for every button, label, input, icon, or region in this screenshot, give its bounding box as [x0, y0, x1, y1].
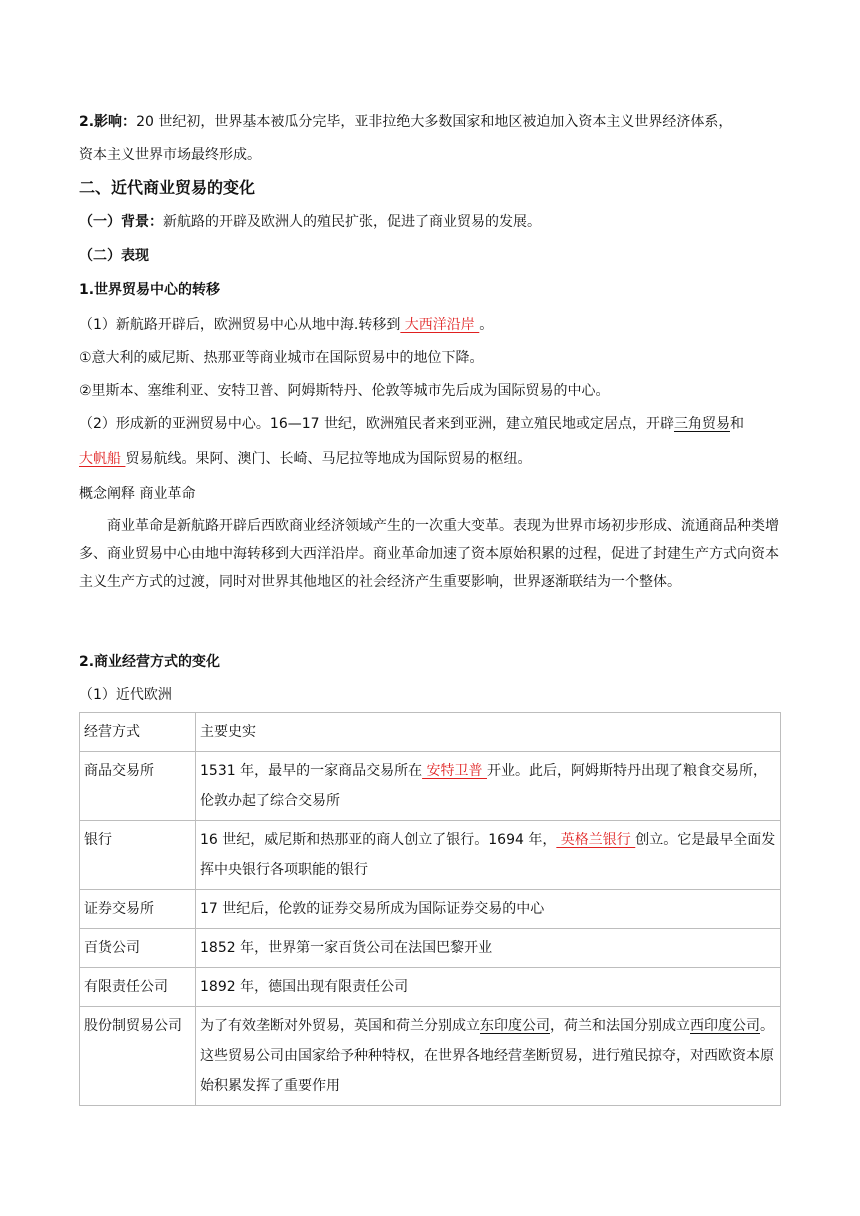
table-cell-fact: 1892 年，德国出现有限责任公司 [196, 968, 781, 1007]
table-header-row [80, 713, 781, 752]
concept-body: 商业革命是新航路开辟后西欧商业经济领域产生的一次重大变革。表现为世界市场初步形成、流通商品种类增多、商业贸易中心由地中海转移到大西洋沿岸。商业革命加速了资本原始积累的过程，促进了封建生产方式向资本主义生产方式的过渡，同时对世界其他地区的社会经济产生重要影响，世界逐渐联结为一个整体。 [79, 518, 779, 590]
asia-center-line-2 [79, 449, 531, 469]
answer-antwerp: 安特卫普 [422, 763, 487, 779]
fact-text: 开业。此后，阿姆斯特丹出现了粮食交易所，伦敦办起了综合交易所 [200, 763, 767, 809]
impact-line-1 [79, 112, 732, 132]
background-text: 新航路的开辟及欧洲人的殖民扩张，促进了商业贸易的发展。 [163, 214, 541, 230]
table-cell-type: 股份制贸易公司 [80, 1007, 196, 1106]
table-cell-fact [196, 752, 781, 821]
impact-text-1: 20 世纪初，世界基本被瓜分完毕，亚非拉绝大多数国家和地区被迫加入资本主义世界经济体系， [136, 114, 733, 130]
table-cell-fact [196, 821, 781, 890]
asia-center-line-1 [79, 414, 744, 434]
business-methods-table [79, 712, 781, 1106]
expression-title: （二）表现 [79, 248, 149, 264]
triangle-trade-link: 三角贸易 [673, 416, 730, 432]
trade-center-end: 。 [479, 317, 494, 333]
table-row [80, 821, 781, 890]
point-1: ①意大利的威尼斯、热那亚等商业城市在国际贸易中的地位下降。 [79, 350, 484, 366]
table-header: 经营方式 [80, 713, 196, 752]
concept-heading: 概念阐释 商业革命 [79, 486, 196, 502]
table-cell-type: 证券交易所 [80, 890, 196, 929]
table-row [80, 1007, 781, 1106]
table-cell-fact: 17 世纪后，伦敦的证券交易所成为国际证券交易的中心 [196, 890, 781, 929]
table-header: 主要史实 [196, 713, 781, 752]
fact-text: 16 世纪，威尼斯和热那亚的商人创立了银行。1694 年， [200, 832, 557, 848]
asia-center-text: （2）形成新的亚洲贸易中心。16—17 世纪，欧洲殖民者来到亚洲，建立殖民地或定居点，开辟 [79, 416, 674, 432]
trade-center-text: （1）新航路开辟后，欧洲贸易中心从地中海.转移到 [79, 317, 401, 333]
table-cell-fact [196, 1007, 781, 1106]
background-line [79, 212, 541, 232]
table-cell-type: 银行 [80, 821, 196, 890]
subsection-title-1: 1.世界贸易中心的转移 [79, 282, 221, 298]
table-cell-fact: 1852 年，世界第一家百货公司在法国巴黎开业 [196, 929, 781, 968]
point-2: ②里斯本、塞维利亚、安特卫普、阿姆斯特丹、伦敦等城市先后成为国际贸易的中心。 [79, 383, 610, 399]
table-row [80, 929, 781, 968]
table-cell-type: 有限责任公司 [80, 968, 196, 1007]
table-row [80, 890, 781, 929]
fact-text: 创立。它是最早全面发挥中央银行各项职能的银行 [200, 832, 776, 878]
section-title: 二、近代商业贸易的变化 [79, 178, 256, 197]
west-india-company-link: 西印度公司 [690, 1018, 760, 1034]
impact-label: 2.影响： [79, 114, 137, 130]
asia-center-and: 和 [729, 416, 744, 432]
table-row [80, 968, 781, 1007]
table-cell-type: 百货公司 [80, 929, 196, 968]
east-india-company-link: 东印度公司 [480, 1018, 550, 1034]
fact-text: ，荷兰和法国分别成立 [550, 1018, 690, 1034]
fact-text: 1531 年，最早的一家商品交易所在 [200, 763, 423, 779]
fact-text: 为了有效垄断对外贸易，英国和荷兰分别成立 [200, 1018, 480, 1034]
fact-text: 。这些贸易公司由国家给予种种特权，在世界各地经营垄断贸易，进行殖民掠夺，对西欧资本原始积累发挥了重要作用 [200, 1018, 774, 1094]
subsection-title-2: 2.商业经营方式的变化 [79, 654, 221, 670]
europe-label: （1）近代欧洲 [79, 687, 172, 703]
impact-text-2: 资本主义世界市场最终形成。 [79, 147, 261, 163]
answer-atlantic-coast: 大西洋沿岸 [400, 317, 480, 333]
background-label: （一）背景： [79, 214, 163, 230]
answer-bank-of-england: 英格兰银行 [556, 832, 636, 848]
trade-center-shift [79, 315, 493, 335]
asia-center-end: 贸易航线。果阿、澳门、长崎、马尼拉等地成为国际贸易的枢纽。 [125, 451, 532, 467]
impact-line-2 [79, 145, 261, 165]
table-cell-type: 商品交易所 [80, 752, 196, 821]
table-row [80, 752, 781, 821]
answer-galleon: 大帆船 [79, 451, 126, 467]
